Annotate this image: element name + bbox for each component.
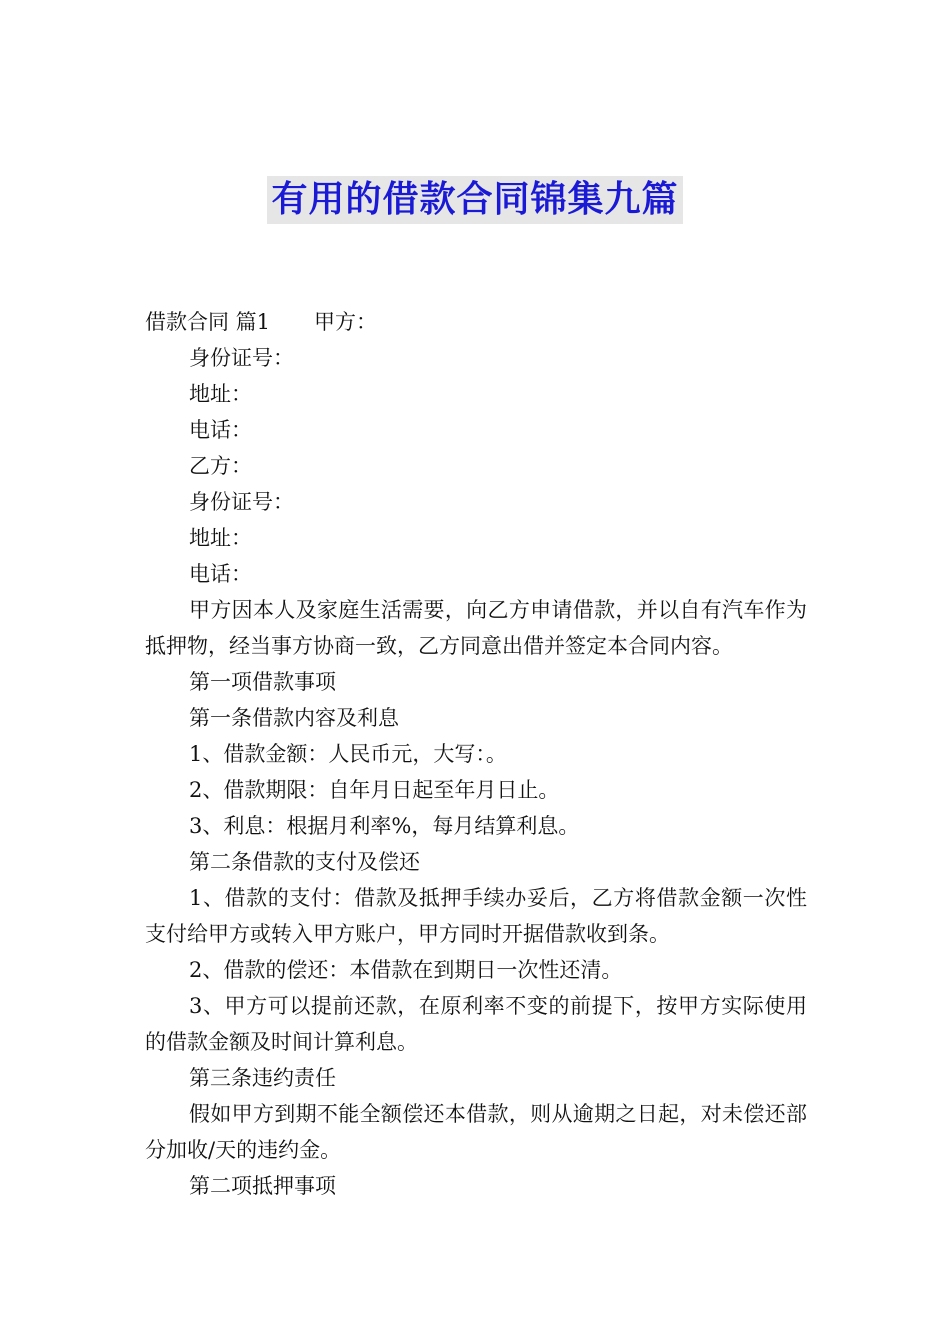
- section-heading-loan: 第一项借款事项: [189, 670, 336, 694]
- article-1-clause-2: 2、借款期限：自年月日起至年月日止。: [189, 778, 560, 802]
- article-2-heading: 第二条借款的支付及偿还: [189, 850, 420, 874]
- party-b-id-line: 身份证号：: [189, 490, 294, 514]
- article-2-clause-2: 2、借款的偿还：本借款在到期日一次性还清。: [189, 958, 623, 982]
- article-1-clause-1: 1、借款金额：人民币元，大写：。: [189, 742, 507, 766]
- contract-heading-label: 借款合同 篇1: [145, 310, 271, 334]
- contract-heading: [145, 304, 807, 340]
- party-b-line: 乙方：: [189, 454, 252, 478]
- article-3-heading: 第三条违约责任: [189, 1066, 336, 1090]
- party-a-address-line: 地址：: [189, 382, 252, 406]
- document-body: [145, 304, 807, 1204]
- article-1-heading: 第一条借款内容及利息: [189, 706, 399, 730]
- party-a-label: 甲方：: [314, 310, 378, 334]
- document-title: 有用的借款合同锦集九篇: [267, 176, 682, 224]
- intro-paragraph: 甲方因本人及家庭生活需要，向乙方申请借款，并以自有汽车作为抵押物，经当事方协商一致，乙方同意出借并签定本合同内容。: [145, 598, 807, 658]
- party-a-phone-line: 电话：: [189, 418, 252, 442]
- title-wrapper: [0, 176, 950, 224]
- party-b-phone-line: 电话：: [189, 562, 252, 586]
- article-1-clause-3: 3、利息：根据月利率%，每月结算利息。: [189, 814, 580, 838]
- article-2-clause-1: 1、借款的支付：借款及抵押手续办妥后，乙方将借款金额一次性支付给甲方或转入甲方账户，甲方同时开据借款收到条。: [145, 886, 807, 946]
- party-b-address-line: 地址：: [189, 526, 252, 550]
- article-3-paragraph: 假如甲方到期不能全额偿还本借款，则从逾期之日起，对未偿还部分加收/天的违约金。: [145, 1102, 807, 1162]
- section-heading-mortgage: 第二项抵押事项: [189, 1174, 336, 1198]
- party-a-id-line: 身份证号：: [189, 346, 294, 370]
- article-2-clause-3: 3、甲方可以提前还款，在原利率不变的前提下，按甲方实际使用的借款金额及时间计算利息。: [145, 994, 807, 1054]
